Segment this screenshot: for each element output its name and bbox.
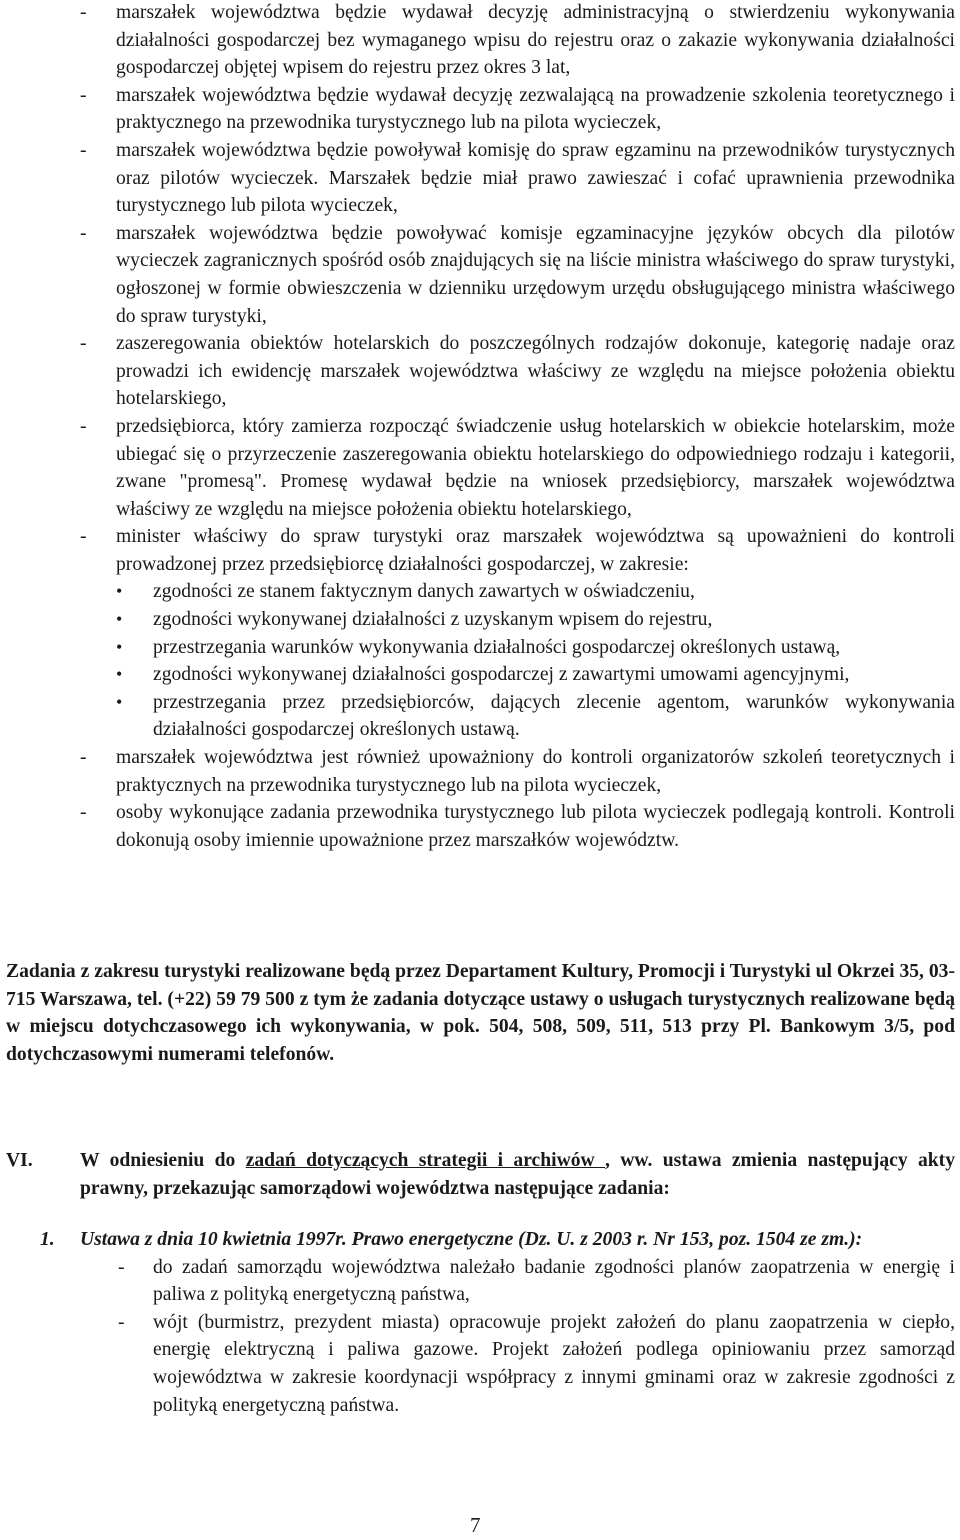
sub-list-item [40,1309,955,1419]
section-text-before: W odniesieniu do [80,1150,246,1171]
bullet-item-text: zgodności wykonywanej działalności z uzyskanym wpisem do rejestru, [153,609,713,631]
list-item [0,413,955,523]
bullet-item [0,661,955,689]
bullet-marker: • [116,609,123,630]
bullet-marker: • [116,664,123,685]
list-item [0,220,955,330]
list-item [0,744,955,799]
bullet-item-text: zgodności ze stanem faktycznym danych zawartych w oświadczeniu, [153,581,695,603]
list-item-text: marszałek województwa będzie powoływał komisję do spraw egzaminu na przewodników turystycznych oraz pilotów wycieczek. Marszałek będzie miał prawo zawieszać i cofać uprawnienia przewodnika turystycznego lub pilota wycieczek, [116,139,955,217]
bold-paragraph: Zadania z zakresu turystyki realizowane będą przez Departament Kultury, Promocji i Turystyki ul Okrzei 35, 03-715 Warszawa, tel. (+22) 59 79 500 z tym że zadania dotyczące ustawy o usługach turystycznych realizowane będą w miejscu dotychczasowego ich wykonywania, w pok. 504, 508, 509, 511, 513 przy Pl. Bankowym 3/5, pod dotychczasowymi numerami telefonów. [6,961,955,1065]
bullet-item [0,689,955,744]
list-item [0,330,955,413]
item-title: Ustawa z dnia 10 kwietnia 1997r. Prawo energetyczne (Dz. U. z 2003 r. Nr 153, poz. 1504 ze zm.): [80,1229,863,1250]
section-text-after: , ww. ustawa zmienia następujący akty prawny, przekazując samorządowi województwa następujące zadania: [80,1150,955,1199]
dash-marker: - [80,139,87,161]
item-number: 1. [40,1229,55,1250]
bullet-item [0,606,955,634]
bullet-marker: • [116,691,123,712]
bullet-marker: • [116,581,123,602]
dash-marker: - [80,747,87,769]
list-item [0,523,955,578]
page-number: 7 [470,1513,481,1537]
list-item [0,0,955,82]
sub-item-text: wójt (burmistrz, prezydent miasta) opracowuje projekt założeń do planu zaopatrzenia w ciepło, energię elektryczną i paliwa gazowe. Projekt założeń podlega opiniowaniu przez samorząd województwa w zakresie koordynacji współpracy z innymi gminami oraz w zakresie zgodności z polityką energetyczną państwa. [153,1311,955,1416]
section-underlined-text: zadań dotyczących strategii i archiwów [245,1150,606,1171]
bullet-item-text: przestrzegania warunków wykonywania działalności gospodarczej określonych ustawą, [153,636,841,658]
list-item-text: marszałek województwa będzie powoływać komisje egzaminacyjne języków obcych dla pilotów wycieczek zagranicznych spośród osób znajdujących się na liście ministra właściwego do spraw turystyki, ogłoszonej w formie obwieszczenia w dzienniku urzędowym urzędu obsługującego ministra właściwego do spraw turystyki, [116,222,955,327]
dash-marker: - [118,1256,125,1278]
list-item [0,137,955,220]
list-item-text: osoby wykonujące zadania przewodnika turystycznego lub pilota wycieczek podlegają kontroli. Kontroli dokonują osoby imiennie upoważnione przez marszałków województw. [116,802,955,851]
list-item-text: marszałek województwa będzie wydawał decyzję administracyjną o stwierdzeniu wykonywania działalności gospodarczej bez wymaganego wpisu do rejestru oraz o zakazie wykonywania działalności gospodarczej objętej wpisem do rejestru przez okres 3 lat, [116,2,955,79]
bullet-item [0,578,955,606]
list-item [0,82,955,137]
list-item-text: marszałek województwa jest również upoważniony do kontroli organizatorów szkoleń teoretycznych i praktycznych na przewodnika turystycznego lub na pilota wycieczek, [116,747,955,796]
dash-marker: - [118,1311,125,1333]
dash-marker: - [80,333,87,355]
section-number: VI. [6,1150,33,1171]
sub-item-text: do zadań samorządu województwa należało badanie zgodności planów zaopatrzenia w energię i paliwa z polityką energetyczną państwa, [153,1256,955,1306]
dash-marker: - [80,802,87,824]
section-vi [6,1147,955,1202]
section-heading [6,1147,955,1202]
dash-marker: - [80,415,87,437]
dash-marker: - [80,2,87,23]
list-item-text: minister właściwy do spraw turystyki oraz marszałek województwa są upoważnieni do kontroli prowadzonej przez przedsiębiorcę działalności gospodarczej, w zakresie: [116,526,955,575]
bullet-item-text: zgodności wykonywanej działalności gospodarczej z zawartymi umowami agencyjnymi, [153,664,850,686]
sub-list-item [40,1254,955,1309]
list-item [0,799,955,854]
bullet-item [0,634,955,662]
dash-marker: - [80,222,87,244]
numbered-item [40,1226,955,1419]
list-item-text: zaszeregowania obiektów hotelarskich do poszczególnych rodzajów dokonuje, kategorię nadaje oraz prowadzi ich ewidencję marszałek województwa właściwy ze względu na miejsce położenia obiektu hotelarskiego, [116,333,955,410]
dash-marker: - [80,84,87,106]
list-item-text: przedsiębiorca, który zamierza rozpocząć świadczenie usług hotelarskich w obiekcie hotelarskim, może ubiegać się o przyrzeczenie zaszeregowania obiektu hotelarskiego do odpowiedniego rodzaju i kategorii, zwane "promesą". Promesę wydawał będzie na wniosek przedsiębiorcy, marszałek województwa właściwy ze względu na miejsce położenia obiektu hotelarskiego, [116,415,955,520]
bullet-marker: • [116,636,123,657]
list-item-text: marszałek województwa będzie wydawał decyzję zezwalającą na prowadzenie szkolenia teoretycznego i praktycznego na przewodnika turystycznego lub na pilota wycieczek, [116,84,955,134]
dash-marker: - [80,526,87,548]
bullet-item-text: przestrzegania przez przedsiębiorców, dających zlecenie agentom, warunków wykonywania działalności gospodarczej określonych ustawą. [153,691,955,741]
